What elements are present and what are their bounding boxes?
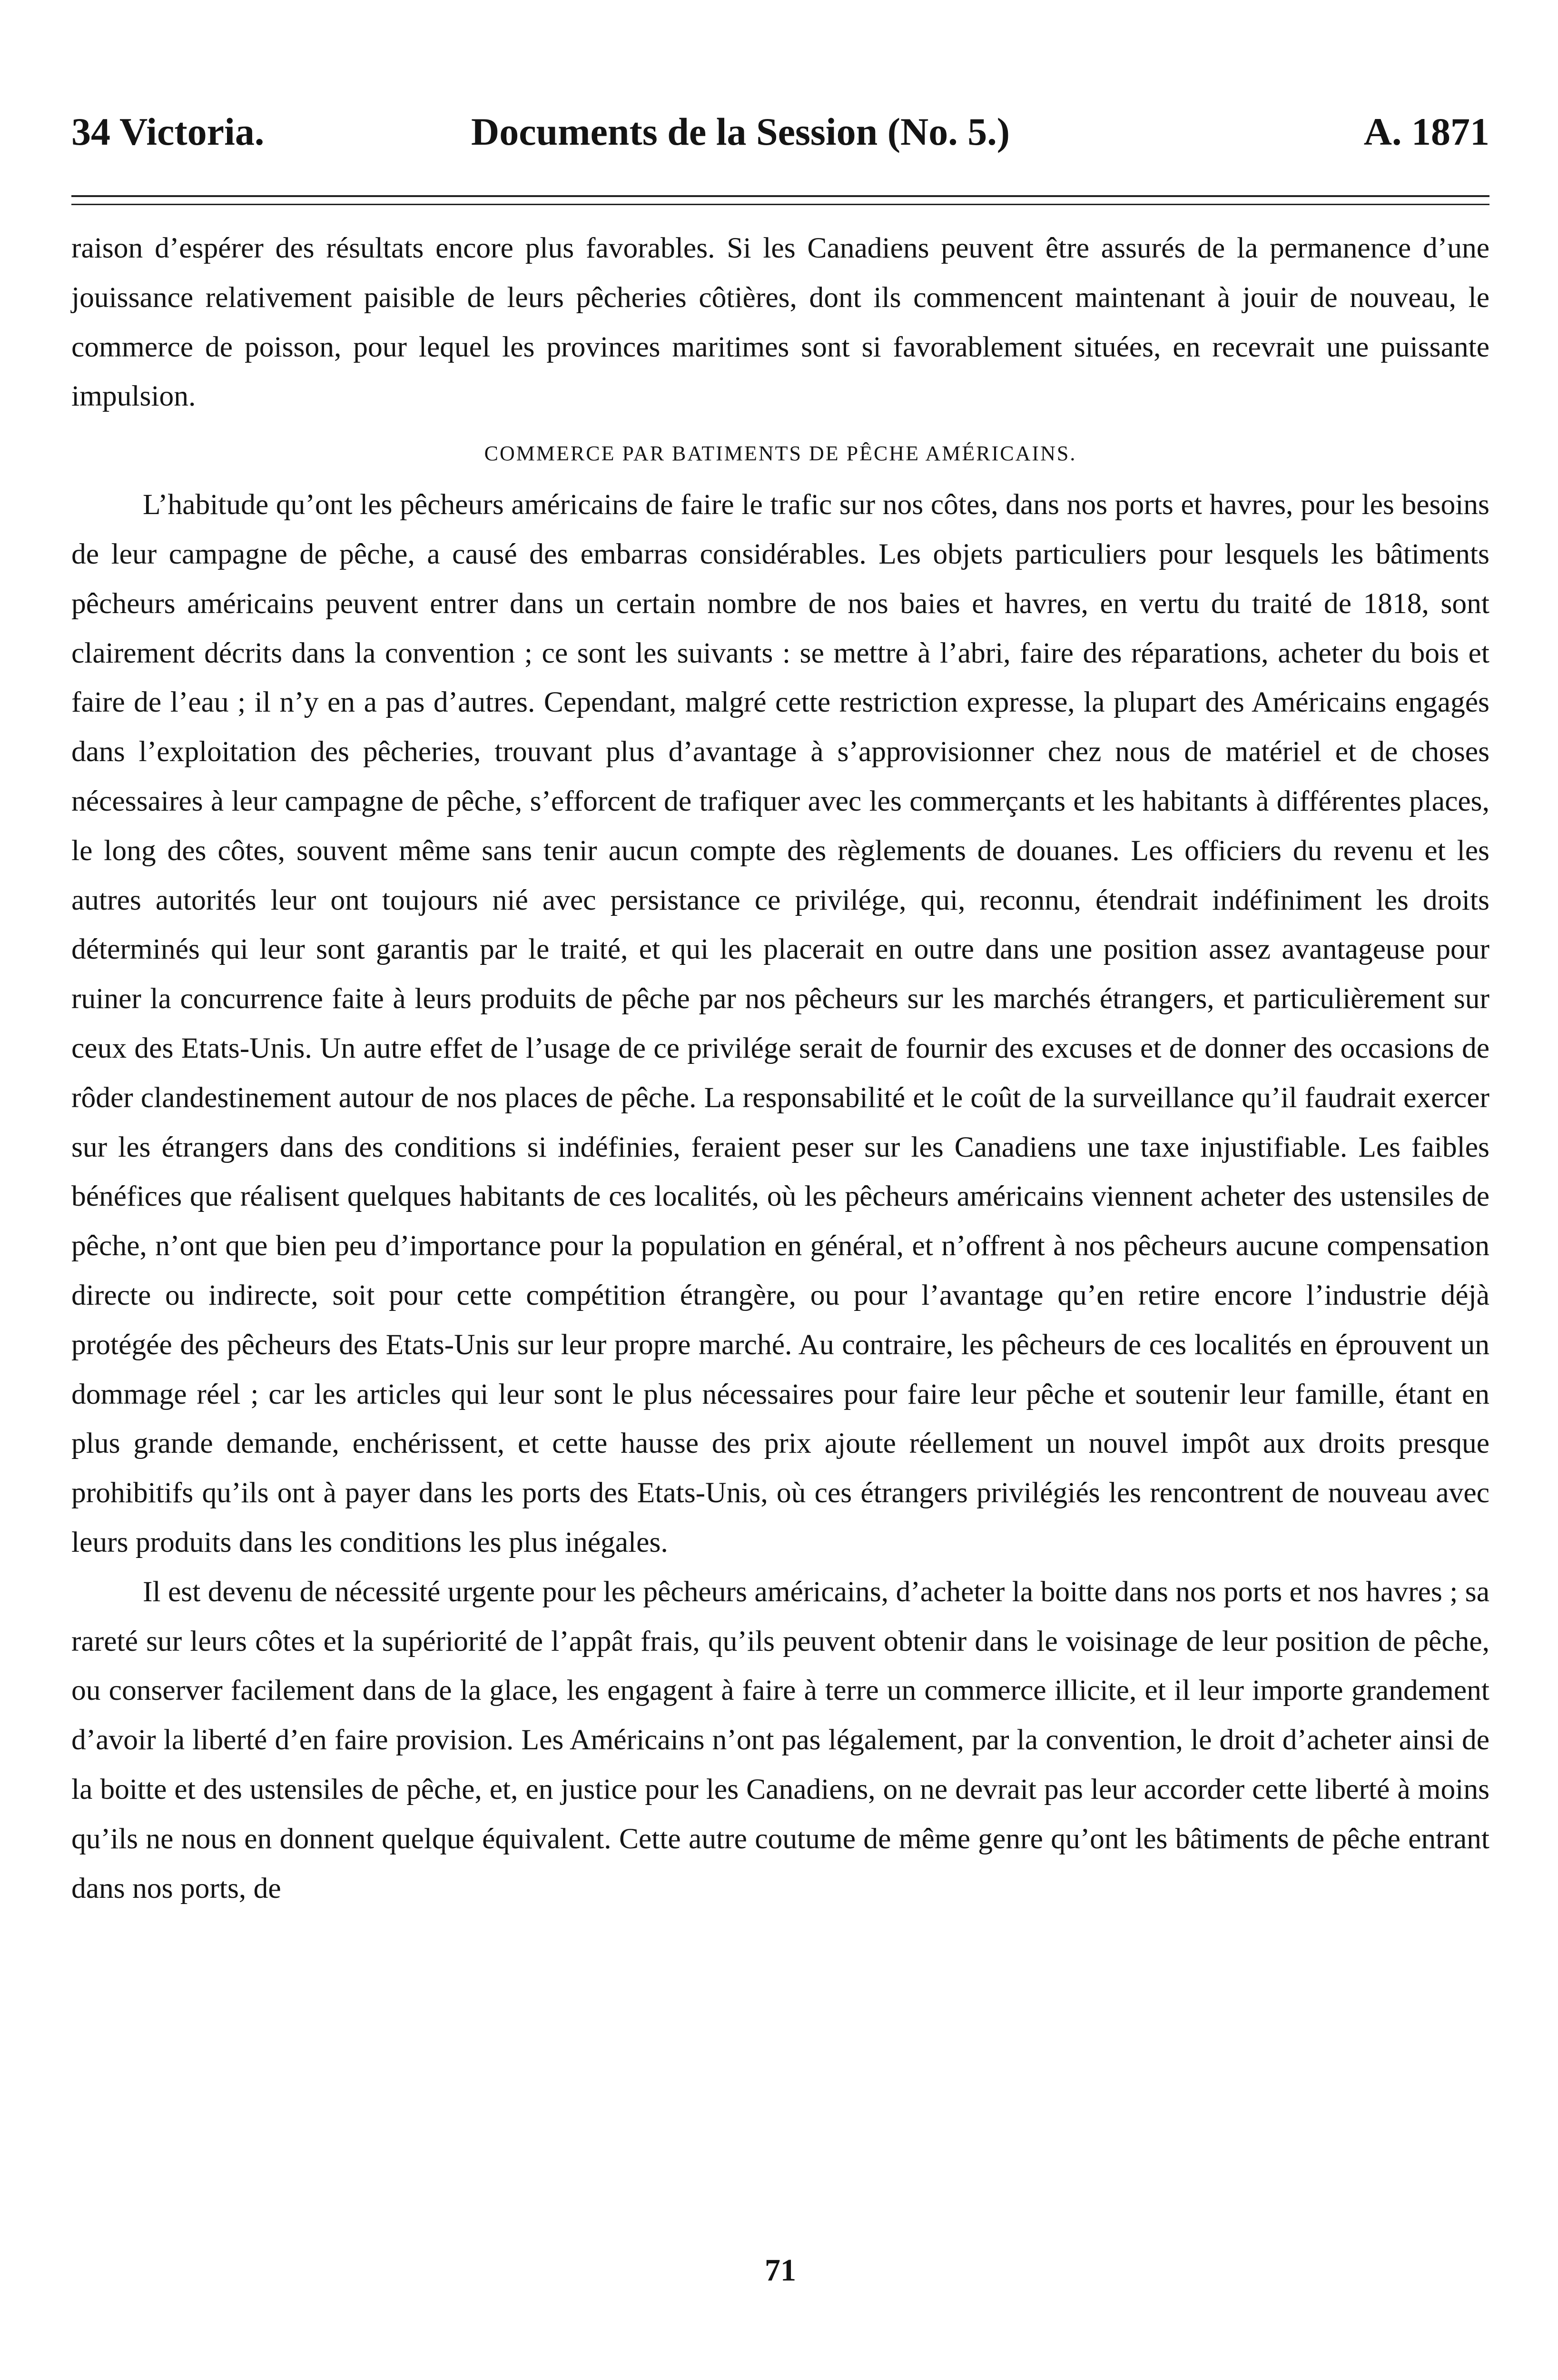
header-title: Documents de la Session (No. 5.) <box>471 110 1010 153</box>
paragraph-trafic: L’habitude qu’ont les pêcheurs américains de faire le trafic sur nos côtes, dans nos ports et havres, pour les besoins de leur campagne de pêche, a causé des embarras considérables. Les objets particuliers pour lesquels les bâtiments pêcheurs américains peuvent entrer dans un certain nombre de nos baies et havres, en vertu du traité de 1818, sont clairement décrits dans la convention ; ce sont les suivants : se mettre à l’abri, faire des réparations, acheter du bois et faire de l’eau ; il n’y en a pas d’autres. Cependant, malgré cette restriction expresse, la plupart des Américains engagés dans l’exploitation des pêcheries, trouvant plus d’avantage à s’approvisionner chez nous de matériel et de choses nécessaires à leur campagne de pêche, s’efforcent de trafiquer avec les commerçants et les habitants à différentes places, le long des côtes, souvent même sans tenir aucun compte des règlements de douanes. Les officiers du revenu et les autres autorités leur ont toujours nié avec persistance ce privilége, qui, reconnu, étendrait indéfiniment les droits déterminés qui leur sont garantis par le traité, et qui les placerait en outre dans une position assez avantageuse pour ruiner la concurrence faite à leurs produits de pêche par nos pêcheurs sur les marchés étrangers, et particulièrement sur ceux des Etats-Unis. Un autre effet de l’usage de ce privilége serait de fournir des excuses et de donner des occasions de rôder clandestinement autour de nos places de pêche. La responsabilité et le coût de la surveillance qu’il faudrait exercer sur les étrangers dans des conditions si indéfinies, feraient peser sur les Canadiens une taxe injustifiable. Les faibles bénéfices que réalisent quelques habitants de ces localités, où les pêcheurs américains viennent acheter des ustensiles de pêche, n’ont que bien peu d’importance pour la population en général, et n’offrent à nos pêcheurs aucune compensation directe ou indirecte, soit pour cette compétition étrangère, ou pour l’avantage qu’en retire encore l’industrie déjà protégée des pêcheurs des Etats-Unis sur leur propre marché. Au contraire, les pêcheurs de ces localités en éprouvent un dommage réel ; car les articles qui leur sont le plus nécessaires pour faire leur pêche et soutenir leur famille, étant en plus grande demande, enchérissent, et cette hausse des prix ajoute réellement un nouvel impôt aux droits presque prohibitifs qu’ils ont à payer dans les ports des Etats-Unis, où ces étrangers privilégiés les rencontrent de nouveau avec leurs produits dans les conditions les plus inégales. <box>71 488 1489 1558</box>
paragraph-continuation: raison d’espérer des résultats encore plus favorables. Si les Canadiens peuvent être assurés de la permanence d’une jouissance relativement paisible de leurs pêcheries côtières, dont ils commencent maintenant à jouir de nouveau, le commerce de poisson, pour lequel les provinces maritimes sont si favorablement situées, en recevrait une puissante impulsion. <box>71 232 1489 413</box>
header-edition: A. 1871 <box>1363 110 1489 153</box>
header-rule-top <box>71 195 1489 197</box>
body-text <box>71 224 1489 1913</box>
page-number: 71 <box>765 2253 796 2288</box>
document-page <box>71 0 1489 2380</box>
header-rule-bottom <box>71 204 1489 205</box>
paragraph-boitte: Il est devenu de nécessité urgente pour les pêcheurs américains, d’acheter la boitte dans nos ports et nos havres ; sa rareté sur leurs côtes et la supériorité de l’appât frais, qu’ils peuvent obtenir dans le voisinage de leur position de pêche, ou conserver facilement dans de la glace, les engagent à faire à terre un commerce illicite, et il leur importe grandement d’avoir la liberté d’en faire provision. Les Américains n’ont pas légalement, par la convention, le droit d’acheter ainsi de la boitte et des ustensiles de pêche, et, en justice pour les Canadiens, on ne devrait pas leur accorder cette liberté à moins qu’ils ne nous en donnent quelque équivalent. Cette autre coutume de même genre qu’ont les bâtiments de pêche entrant dans nos ports, de <box>71 1575 1489 1904</box>
running-header <box>71 106 1489 158</box>
section-heading: COMMERCE PAR BATIMENTS DE PÊCHE AMÉRICAINS. <box>484 442 1077 466</box>
header-session-year: 34 Victoria. <box>71 110 265 153</box>
